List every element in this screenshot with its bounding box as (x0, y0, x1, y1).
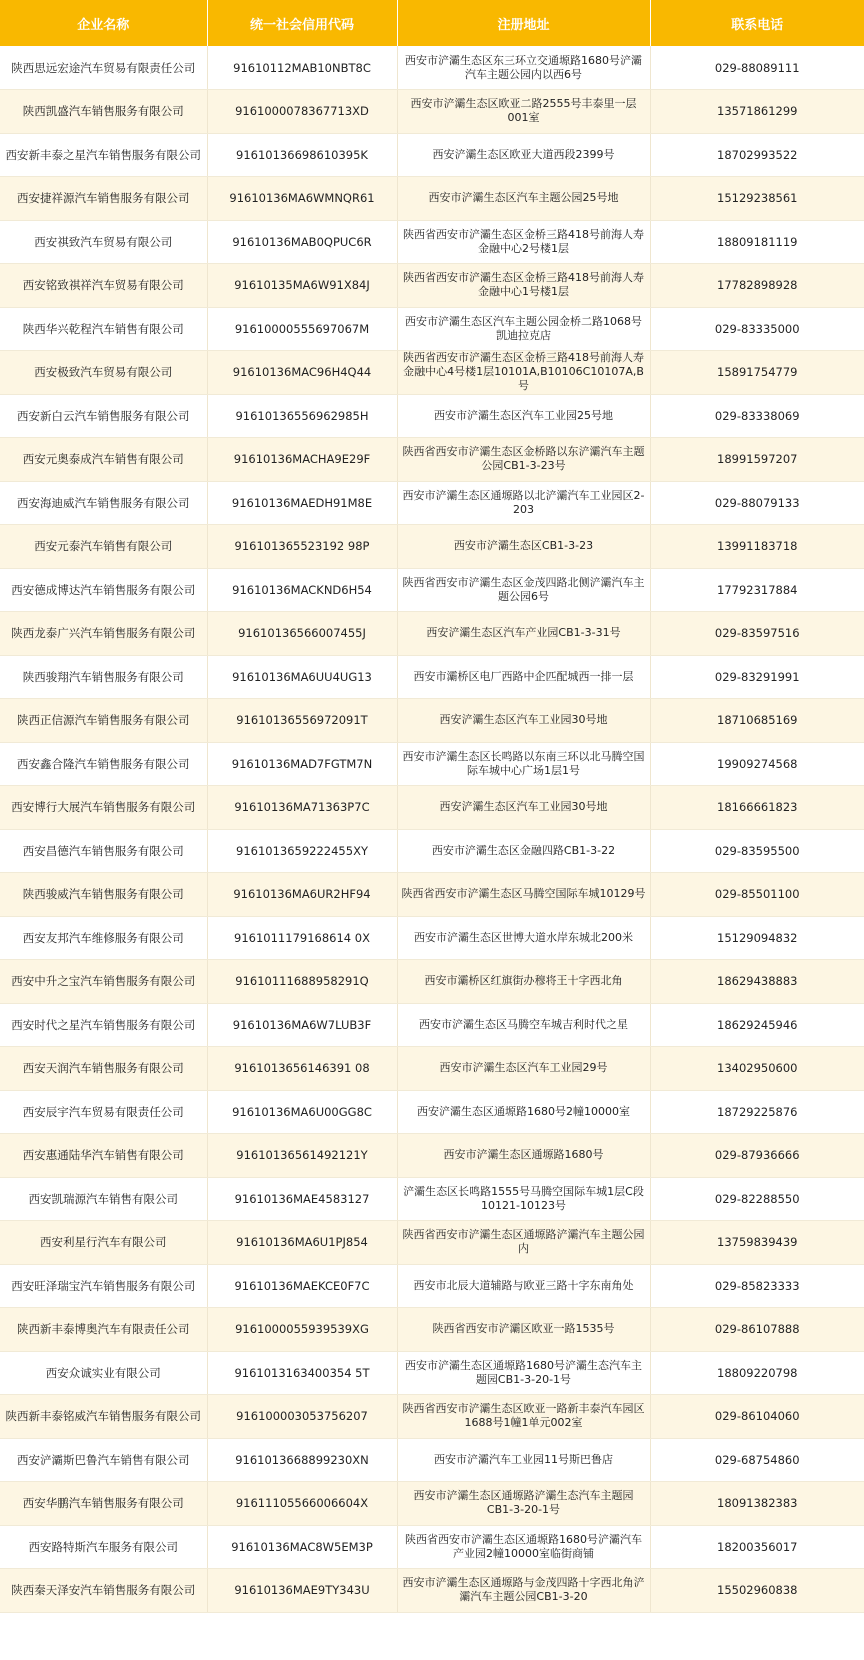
address-cell: 西安市浐灞生态区通塬路1680号浐灞生态汽车主题园CB1-3-20-1号 (397, 1351, 650, 1395)
table-row (0, 351, 864, 395)
company-name-cell: 西安博行大展汽车销售服务有限公司 (0, 786, 207, 830)
address-cell: 陕西省西安市浐灞生态区金茂四路北侧浐灞汽车主题公园6号 (397, 568, 650, 612)
phone-cell: 029-88089111 (650, 46, 864, 90)
company-name-cell: 西安极致汽车贸易有限公司 (0, 351, 207, 395)
phone-cell: 18091382383 (650, 1482, 864, 1526)
credit-code-cell: 91610111688958291Q (207, 960, 397, 1004)
table-row (0, 1003, 864, 1047)
table-row (0, 960, 864, 1004)
credit-code-cell: 91610136MAEKCE0F7C (207, 1264, 397, 1308)
address-cell: 西安浐灞生态区欧亚大道西段2399号 (397, 133, 650, 177)
phone-cell: 029-85501100 (650, 873, 864, 917)
credit-code-cell: 91610136MA6W7LUB3F (207, 1003, 397, 1047)
table-row (0, 264, 864, 308)
company-name-cell: 西安华鹏汽车销售服务有限公司 (0, 1482, 207, 1526)
company-name-cell: 西安元泰汽车销售有限公司 (0, 525, 207, 569)
company-name-cell: 西安天润汽车销售服务有限公司 (0, 1047, 207, 1091)
address-cell: 陕西省西安市浐灞生态区金桥三路418号前海人寿金融中心4号楼1层10101A,B10106C10107A,B号 (397, 351, 650, 395)
phone-cell: 18629438883 (650, 960, 864, 1004)
table-row (0, 1482, 864, 1526)
company-name-cell: 陕西骏威汽车销售服务有限公司 (0, 873, 207, 917)
address-cell: 西安浐灞生态区通塬路1680号2幢10000室 (397, 1090, 650, 1134)
table-row (0, 177, 864, 221)
address-cell: 西安市浐灞生态区世博大道水岸东城北200米 (397, 916, 650, 960)
address-cell: 西安市浐灞生态区金融四路CB1-3-22 (397, 829, 650, 873)
address-cell: 陕西省西安市浐灞生态区通塬路浐灞汽车主题公园内 (397, 1221, 650, 1265)
table-row (0, 481, 864, 525)
company-name-cell: 陕西华兴乾程汽车销售有限公司 (0, 307, 207, 351)
company-name-cell: 西安辰宇汽车贸易有限责任公司 (0, 1090, 207, 1134)
credit-code-cell: 91610135MA6W91X84J (207, 264, 397, 308)
phone-cell: 18200356017 (650, 1525, 864, 1569)
credit-code-cell: 91610136MAC96H4Q44 (207, 351, 397, 395)
credit-code-cell: 9161013668899230XN (207, 1438, 397, 1482)
table-row (0, 1308, 864, 1352)
table-row (0, 1351, 864, 1395)
table-row (0, 873, 864, 917)
table-row (0, 829, 864, 873)
table-row (0, 699, 864, 743)
phone-cell: 17782898928 (650, 264, 864, 308)
phone-cell: 15129094832 (650, 916, 864, 960)
table-row (0, 1438, 864, 1482)
credit-code-cell: 91610136556962985H (207, 394, 397, 438)
credit-code-cell: 91610136561492121Y (207, 1134, 397, 1178)
phone-cell: 13991183718 (650, 525, 864, 569)
table-row (0, 916, 864, 960)
company-name-cell: 西安中升之宝汽车销售服务有限公司 (0, 960, 207, 1004)
credit-code-cell: 91610112MAB10NBT8C (207, 46, 397, 90)
credit-code-cell: 91610136MACKND6H54 (207, 568, 397, 612)
company-name-cell: 西安旺泽瑞宝汽车销售服务有限公司 (0, 1264, 207, 1308)
phone-cell: 029-68754860 (650, 1438, 864, 1482)
company-name-cell: 西安海迪威汽车销售服务有限公司 (0, 481, 207, 525)
table-row (0, 1177, 864, 1221)
credit-code-cell: 91610136MAC8W5EM3P (207, 1525, 397, 1569)
company-name-cell: 西安祺致汽车贸易有限公司 (0, 220, 207, 264)
table-row (0, 1134, 864, 1178)
table-row (0, 1264, 864, 1308)
phone-cell: 029-86107888 (650, 1308, 864, 1352)
company-name-cell: 西安时代之星汽车销售服务有限公司 (0, 1003, 207, 1047)
table-row (0, 394, 864, 438)
header-credit-code: 统一社会信用代码 (207, 0, 397, 46)
credit-code-cell: 91610136MA6UR2HF94 (207, 873, 397, 917)
phone-cell: 18729225876 (650, 1090, 864, 1134)
phone-cell: 18629245946 (650, 1003, 864, 1047)
company-name-cell: 陕西新丰泰铭威汽车销售服务有限公司 (0, 1395, 207, 1439)
credit-code-cell: 9161013656146391 08 (207, 1047, 397, 1091)
credit-code-cell: 9161013163400354 5T (207, 1351, 397, 1395)
address-cell: 西安市浐灞生态区马腾空车城吉利时代之星 (397, 1003, 650, 1047)
address-cell: 陕西省西安市浐灞生态区通塬路1680号浐灞汽车产业园2幢10000室临街商铺 (397, 1525, 650, 1569)
address-cell: 陕西省西安市浐灞生态区欧亚一路新丰泰汽车园区1688号1幢1单元002室 (397, 1395, 650, 1439)
credit-code-cell: 91610136MA6UU4UG13 (207, 655, 397, 699)
address-cell: 西安市浐灞生态区汽车工业园25号地 (397, 394, 650, 438)
address-cell: 陕西省西安市浐灞生态区金桥三路418号前海人寿金融中心1号楼1层 (397, 264, 650, 308)
address-cell: 陕西省西安市浐灞生态区金桥路以东浐灞汽车主题公园CB1-3-23号 (397, 438, 650, 482)
table-row (0, 307, 864, 351)
address-cell: 西安市浐灞生态区汽车主题公园25号地 (397, 177, 650, 221)
company-name-cell: 陕西新丰泰博奥汽车有限责任公司 (0, 1308, 207, 1352)
table-row (0, 568, 864, 612)
credit-code-cell: 91610136MA6U1PJ854 (207, 1221, 397, 1265)
table-row (0, 46, 864, 90)
phone-cell: 18809220798 (650, 1351, 864, 1395)
address-cell: 陕西省西安市浐灞生态区金桥三路418号前海人寿金融中心2号楼1层 (397, 220, 650, 264)
address-cell: 西安市灞桥区电厂西路中企匹配城西一排一层 (397, 655, 650, 699)
table-row (0, 1090, 864, 1134)
credit-code-cell: 9161000078367713XD (207, 90, 397, 134)
credit-code-cell: 91610136MA6U00GG8C (207, 1090, 397, 1134)
company-name-cell: 陕西正信源汽车销售服务有限公司 (0, 699, 207, 743)
credit-code-cell: 91610136MA71363P7C (207, 786, 397, 830)
credit-code-cell: 91610136566007455J (207, 612, 397, 656)
header-row (0, 0, 864, 46)
phone-cell: 13759839439 (650, 1221, 864, 1265)
credit-code-cell: 91610136MA6WMNQR61 (207, 177, 397, 221)
phone-cell: 13571861299 (650, 90, 864, 134)
address-cell: 陕西省西安市浐灞生态区马腾空国际车城10129号 (397, 873, 650, 917)
table-row (0, 133, 864, 177)
credit-code-cell: 9161013659222455XY (207, 829, 397, 873)
credit-code-cell: 91610136MAB0QPUC6R (207, 220, 397, 264)
company-name-cell: 西安德成博达汽车销售服务有限公司 (0, 568, 207, 612)
phone-cell: 029-83291991 (650, 655, 864, 699)
company-name-cell: 陕西骏翔汽车销售服务有限公司 (0, 655, 207, 699)
phone-cell: 029-86104060 (650, 1395, 864, 1439)
credit-code-cell: 91610136MAD7FGTM7N (207, 742, 397, 786)
phone-cell: 15502960838 (650, 1569, 864, 1613)
credit-code-cell: 91610136MAE4583127 (207, 1177, 397, 1221)
address-cell: 西安市浐灞生态区通塬路浐灞生态汽车主题园CB1-3-20-1号 (397, 1482, 650, 1526)
address-cell: 西安市浐灞生态区通塬路与金茂四路十字西北角浐灞汽车主题公园CB1-3-20 (397, 1569, 650, 1613)
company-name-cell: 陕西龙泰广兴汽车销售服务有限公司 (0, 612, 207, 656)
address-cell: 西安市浐灞生态区汽车主题公园金桥二路1068号凯迪拉克店 (397, 307, 650, 351)
company-name-cell: 西安利星行汽车有限公司 (0, 1221, 207, 1265)
credit-code-cell: 91610136MACHA9E29F (207, 438, 397, 482)
phone-cell: 19909274568 (650, 742, 864, 786)
address-cell: 西安市浐灞生态区汽车工业园29号 (397, 1047, 650, 1091)
phone-cell: 029-88079133 (650, 481, 864, 525)
phone-cell: 029-83338069 (650, 394, 864, 438)
phone-cell: 15129238561 (650, 177, 864, 221)
address-cell: 西安浐灞生态区汽车产业园CB1-3-31号 (397, 612, 650, 656)
company-name-cell: 西安新白云汽车销售服务有限公司 (0, 394, 207, 438)
table-row (0, 438, 864, 482)
phone-cell: 029-82288550 (650, 1177, 864, 1221)
address-cell: 西安市浐灞生态区通塬路1680号 (397, 1134, 650, 1178)
phone-cell: 18991597207 (650, 438, 864, 482)
company-name-cell: 西安浐灞斯巴鲁汽车销售有限公司 (0, 1438, 207, 1482)
table-header (0, 0, 864, 46)
phone-cell: 18809181119 (650, 220, 864, 264)
table-row (0, 786, 864, 830)
address-cell: 西安市灞桥区红旗街办穆将王十字西北角 (397, 960, 650, 1004)
company-name-cell: 西安新丰泰之星汽车销售服务有限公司 (0, 133, 207, 177)
phone-cell: 18702993522 (650, 133, 864, 177)
table-row (0, 525, 864, 569)
address-cell: 西安浐灞生态区汽车工业园30号地 (397, 699, 650, 743)
address-cell: 陕西省西安市浐灞区欧亚一路1535号 (397, 1308, 650, 1352)
credit-code-cell: 91610136MAE9TY343U (207, 1569, 397, 1613)
company-name-cell: 西安众诚实业有限公司 (0, 1351, 207, 1395)
credit-code-cell: 9161011179168614 0X (207, 916, 397, 960)
address-cell: 西安市浐灞生态区东三环立交通塬路1680号浐灞汽车主题公园内以西6号 (397, 46, 650, 90)
company-name-cell: 西安路特斯汽车服务有限公司 (0, 1525, 207, 1569)
credit-code-cell: 91610136556972091T (207, 699, 397, 743)
table-row (0, 220, 864, 264)
phone-cell: 029-83597516 (650, 612, 864, 656)
credit-code-cell: 916100003053756207 (207, 1395, 397, 1439)
header-registered-address: 注册地址 (397, 0, 650, 46)
table-row (0, 742, 864, 786)
address-cell: 西安市浐灞生态区欧亚二路2555号丰泰里一层001室 (397, 90, 650, 134)
phone-cell: 15891754779 (650, 351, 864, 395)
table-row (0, 90, 864, 134)
company-name-cell: 陕西秦天泽安汽车销售服务有限公司 (0, 1569, 207, 1613)
address-cell: 西安市浐灞生态区通塬路以北浐灞汽车工业园区2-203 (397, 481, 650, 525)
company-name-cell: 西安昌德汽车销售服务有限公司 (0, 829, 207, 873)
table-row (0, 1047, 864, 1091)
phone-cell: 029-87936666 (650, 1134, 864, 1178)
phone-cell: 029-83335000 (650, 307, 864, 351)
company-name-cell: 西安元奥泰成汽车销售有限公司 (0, 438, 207, 482)
table-row (0, 1395, 864, 1439)
company-name-cell: 西安鑫合隆汽车销售服务有限公司 (0, 742, 207, 786)
table-row (0, 655, 864, 699)
address-cell: 西安市浐灞汽车工业园11号斯巴鲁店 (397, 1438, 650, 1482)
address-cell: 浐灞生态区长鸣路1555号马腾空国际车城1层C段10121-10123号 (397, 1177, 650, 1221)
credit-code-cell: 916101365523192 98P (207, 525, 397, 569)
address-cell: 西安市浐灞生态区CB1-3-23 (397, 525, 650, 569)
address-cell: 西安市浐灞生态区长鸣路以东南三环以北马腾空国际车城中心广场1层1号 (397, 742, 650, 786)
company-name-cell: 西安友邦汽车维修服务有限公司 (0, 916, 207, 960)
credit-code-cell: 91610136MAEDH91M8E (207, 481, 397, 525)
address-cell: 西安浐灞生态区汽车工业园30号地 (397, 786, 650, 830)
phone-cell: 18166661823 (650, 786, 864, 830)
phone-cell: 13402950600 (650, 1047, 864, 1091)
phone-cell: 17792317884 (650, 568, 864, 612)
company-name-cell: 西安惠通陆华汽车销售有限公司 (0, 1134, 207, 1178)
company-name-cell: 西安铭致祺祥汽车贸易有限公司 (0, 264, 207, 308)
table-row (0, 1569, 864, 1613)
company-name-cell: 西安捷祥源汽车销售服务有限公司 (0, 177, 207, 221)
company-name-cell: 陕西思远宏途汽车贸易有限责任公司 (0, 46, 207, 90)
company-name-cell: 西安凯瑞源汽车销售有限公司 (0, 1177, 207, 1221)
credit-code-cell: 91610000555697067M (207, 307, 397, 351)
company-name-cell: 陕西凯盛汽车销售服务有限公司 (0, 90, 207, 134)
table-body (0, 46, 864, 1612)
address-cell: 西安市北辰大道辅路与欧亚三路十字东南角处 (397, 1264, 650, 1308)
table-row (0, 1525, 864, 1569)
phone-cell: 029-83595500 (650, 829, 864, 873)
phone-cell: 18710685169 (650, 699, 864, 743)
table-row (0, 1221, 864, 1265)
header-company-name: 企业名称 (0, 0, 207, 46)
phone-cell: 029-85823333 (650, 1264, 864, 1308)
credit-code-cell: 91611105566006604X (207, 1482, 397, 1526)
credit-code-cell: 91610136698610395K (207, 133, 397, 177)
credit-code-cell: 9161000055939539XG (207, 1308, 397, 1352)
table-row (0, 612, 864, 656)
header-phone: 联系电话 (650, 0, 864, 46)
